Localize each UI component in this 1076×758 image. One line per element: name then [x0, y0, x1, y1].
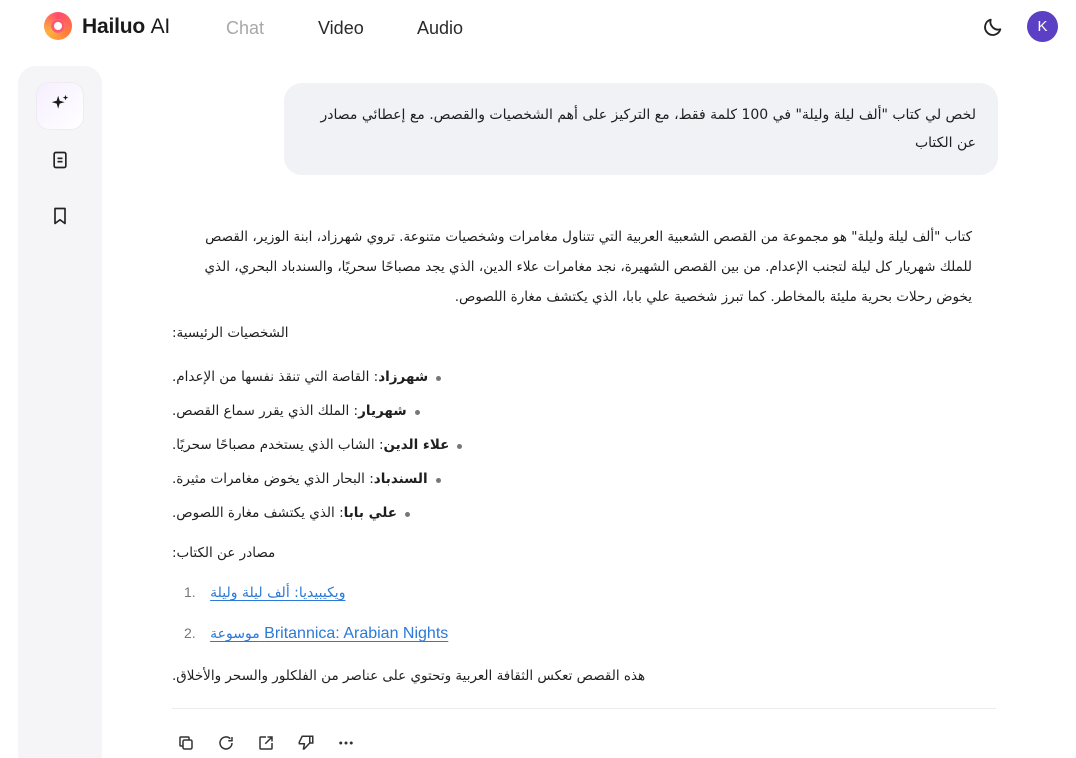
bullet-dot	[457, 444, 462, 449]
source-link-latin: Britannica: Arabian Nights	[264, 625, 449, 642]
dislike-icon[interactable]	[296, 733, 316, 753]
bullet-dot	[415, 410, 420, 415]
character-name: علاء الدين	[383, 437, 450, 453]
character-desc: : الشاب الذي يستخدم مصباحًا سحريًا.	[172, 437, 384, 453]
character-name: السندباد	[373, 471, 428, 487]
source-item	[184, 584, 345, 601]
list-item	[172, 462, 462, 496]
share-icon[interactable]	[256, 733, 276, 753]
nav-chat[interactable]: Chat	[226, 18, 265, 38]
brand-name[interactable]	[82, 15, 170, 39]
source-link-britannica[interactable]	[210, 626, 448, 642]
list-item	[172, 496, 462, 530]
copy-icon[interactable]	[176, 733, 196, 753]
moon-icon[interactable]	[982, 16, 1004, 38]
list-item	[172, 428, 462, 462]
bullet-dot	[405, 512, 410, 517]
divider	[172, 708, 996, 709]
character-desc: : الذي يكتشف مغارة اللصوص.	[172, 505, 344, 521]
answer-intro-line: يخوض رحلات بحرية مليئة بالمخاطر. كما تبرز شخصية علي بابا، الذي يكتشف مغارة اللصوص.	[454, 289, 972, 305]
nav-audio[interactable]: Audio	[417, 18, 464, 38]
sources-heading: مصادر عن الكتاب:	[172, 545, 276, 561]
characters-list	[172, 360, 462, 530]
brand-name-suffix: AI	[150, 15, 171, 38]
answer-closing: هذه القصص تعكس الثقافة العربية وتحتوي على عناصر من الفلكلور والسحر والأخلاق.	[172, 668, 646, 684]
sidebar-item-history[interactable]	[37, 139, 83, 185]
bookmark-icon	[50, 206, 70, 230]
source-number: 2.	[184, 625, 196, 641]
bullet-dot	[436, 478, 441, 483]
sidebar	[18, 66, 102, 758]
regenerate-icon[interactable]	[216, 733, 236, 753]
message-actions	[176, 732, 356, 754]
character-desc: : القاصة التي تنقذ نفسها من الإعدام.	[172, 369, 379, 385]
list-item	[172, 360, 462, 394]
source-number: 1.	[184, 584, 196, 600]
source-link-prefix: موسوعة	[210, 626, 260, 642]
answer-intro	[172, 222, 972, 312]
brand-name-main: Hailuo	[82, 15, 145, 38]
top-bar	[0, 0, 1076, 56]
character-desc: : الملك الذي يقرر سماع القصص.	[172, 403, 359, 419]
source-item	[184, 625, 448, 643]
list-item	[172, 394, 462, 428]
character-name: شهريار	[358, 403, 407, 419]
avatar[interactable]: K	[1027, 11, 1058, 42]
hailuo-logo-icon[interactable]	[44, 12, 72, 40]
answer-intro-line: كتاب "ألف ليلة وليلة" هو مجموعة من القصص الشعبية العربية التي تتناول مغامرات وشخصيات متنوعة. تروي شهرزاد، ابنة الوزير، القصص	[205, 229, 972, 245]
sparkle-icon	[49, 93, 71, 119]
character-desc: : البحار الذي يخوض مغامرات مثيرة.	[172, 471, 374, 487]
characters-heading: الشخصيات الرئيسية:	[172, 325, 289, 341]
answer-intro-line: للملك شهريار كل ليلة لتجنب الإعدام. من بين القصص الشهيرة، نجد مغامرات علاء الدين، الذي يجد مصباحًا سحريًا، والسندباد البحري، الذي	[204, 259, 972, 275]
character-name: علي بابا	[343, 505, 397, 521]
sidebar-item-bookmarks[interactable]	[37, 195, 83, 241]
character-name: شهرزاد	[378, 369, 429, 385]
bullet-dot	[436, 376, 441, 381]
document-icon	[50, 150, 70, 174]
source-link-wikipedia[interactable]: ويكيبيديا: ألف ليلة وليلة	[210, 585, 346, 601]
sidebar-item-new-chat[interactable]	[37, 83, 83, 129]
nav-video[interactable]: Video	[318, 18, 364, 38]
user-message-bubble: لخص لي كتاب "ألف ليلة وليلة" في 100 كلمة فقط، مع التركيز على أهم الشخصيات والقصص. مع إعطائي مصادر عن الكتاب	[284, 83, 998, 175]
more-icon[interactable]	[336, 733, 356, 753]
